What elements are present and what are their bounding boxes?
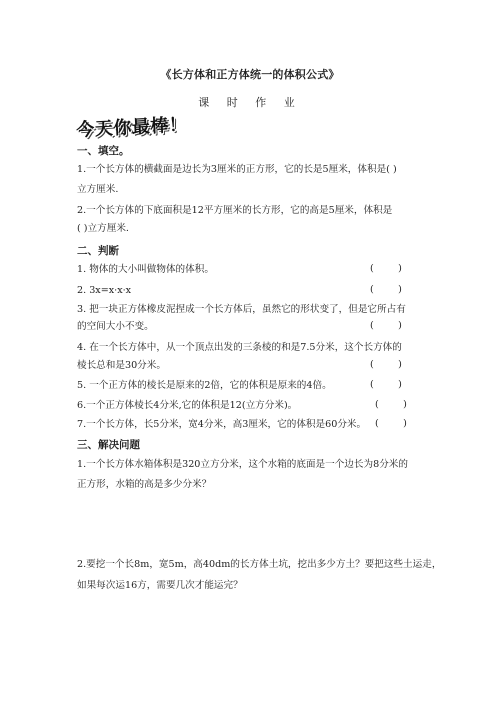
section-heading-fill: 一、填空。 xyxy=(77,145,130,157)
fill-question-2-line-2: ( )立方厘米. xyxy=(77,223,129,234)
fill-question-1-line-2: 立方厘米. xyxy=(77,184,119,195)
fill-question-1-line-1: 1.一个长方体的横截面是边长为3厘米的正方形，它的长是5厘米，体积是( ) xyxy=(77,164,397,175)
judge-question-6: 6.一个正方体棱长4分米,它的体积是12(立方分米)。 xyxy=(77,400,298,411)
fill-question-2-line-1: 2.一个长方体的下底面积是12平方厘米的长方形，它的高是5厘米，体积是 xyxy=(77,205,393,216)
judge-question-4-line-2: 棱长总和是30分米。 xyxy=(77,360,166,371)
judge-question-3-line-1: 3. 把一块正方体橡皮泥捏成一个长方体后，虽然它的形状变了，但是它所占有 xyxy=(77,304,406,315)
section-heading-solve: 三、解决问题 xyxy=(77,439,140,451)
solve-question-1-line-1: 1.一个长方体水箱体积是320立方分米，这个水箱的底面是一个边长为8分米的 xyxy=(77,459,408,470)
judge-answer-2: ( ) xyxy=(370,284,402,295)
judge-answer-4: ( ) xyxy=(370,359,402,370)
judge-answer-3: ( ) xyxy=(370,320,402,331)
solve-question-2-line-1: 2.要挖一个长8m，宽5m，高40dm的长方体土坑，挖出多少方土？要把这些土运走， xyxy=(77,559,442,570)
judge-question-7: 7.一个长方体，长5分米，宽4分米，高3厘米，它的体积是60分米。 xyxy=(77,419,367,430)
judge-answer-7: ( ) xyxy=(375,418,407,429)
slogan-banner: 今天你最棒！ xyxy=(75,114,188,142)
judge-question-4-line-1: 4. 在一个长方体中，从一个顶点出发的三条棱的和是7.5分米，这个长方体的 xyxy=(77,342,402,353)
judge-answer-1: ( ) xyxy=(370,263,402,274)
solve-question-1-line-2: 正方形，水箱的高是多少分米？ xyxy=(77,479,212,490)
judge-question-1: 1. 物体的大小叫做物体的体积。 xyxy=(77,264,214,275)
judge-answer-6: ( ) xyxy=(375,399,407,410)
judge-answer-5: ( ) xyxy=(370,379,402,390)
section-heading-judge: 二、判断 xyxy=(77,245,119,257)
judge-question-5: 5. 一个正方体的棱长是原来的2倍，它的体积是原来的4倍。 xyxy=(77,380,332,391)
solve-question-2-line-2: 如果每次运16方，需要几次才能运完？ xyxy=(77,580,243,591)
judge-question-2: 2. 3x=x·x·x xyxy=(77,285,132,296)
page-subtitle: 课 时 作 业 xyxy=(198,96,302,109)
judge-question-3-line-2: 的空间大小不变。 xyxy=(77,321,154,332)
page-title: 《长方体和正方体统一的体积公式》 xyxy=(160,68,340,81)
